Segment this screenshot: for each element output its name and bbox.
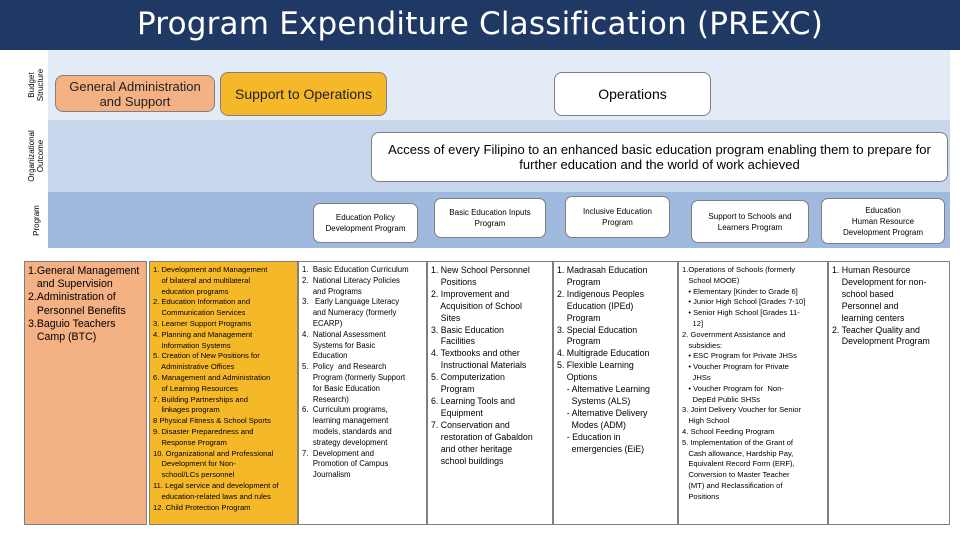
gass-box: General Administration and Support (55, 75, 215, 112)
hr-list: 1. Human Resource Development for non- school based Personnel and learning centers 2. Teacher Quality and Development Program (828, 261, 950, 525)
gass-list: 1.General Management and Supervision 2.Administration of Personnel Benefits 3.Baguio Teachers Camp (BTC) (24, 261, 147, 525)
program-box-inclusive: Inclusive Education Program (565, 196, 670, 238)
inclusive-list: 1. Madrasah Education Program 2. Indigenous Peoples Education (IPEd) Program 3. Special Education Program 4. Multigrade Education 5. Flexible Learning Options - Alternative Learning Systems (ALS) - Alternative Delivery Modes (ADM) - Education in emergencies (EiE) (553, 261, 678, 525)
inputs-list: 1. New School Personnel Positions 2. Improvement and Acquisition of School Sites 3. Basic Education Facilities 4. Textbooks and other Instructional Materials 5. Computerization Program 6. Learning Tools and Equipment 7. Conservation and restoration of Gabaldon and other heritage school buildings (427, 261, 553, 525)
program-box-schools: Support to Schools and Learners Program (691, 200, 809, 243)
program-box-inputs: Basic Education Inputs Program (434, 198, 546, 238)
sto-list: 1. Development and Management of bilateral and multilateral education programs 2. Education Information and Communication Services 3. Learner Support Programs 4. Planning and Management Information Systems 5. Creation of New Positions for Administrative Offices 6. Management and Administration of Learning Resources 7. Building Partnerships and linkages program 8 Physical Fitness & School Sports 9. Disaster Preparedness and Response Program 10. Organizational and Professional Development for Non- school/LCs personnel 11. Legal service and development of education-related laws and rules 12. Child Protection Program (149, 261, 298, 525)
policy-list: 1. Basic Education Curriculum 2. National Literacy Policies and Programs 3. Early Language Literacy and Numeracy (formerly ECARP) 4. National Assessment Systems for Basic Education 5. Policy and Research Program (formerly Support for Basic Education Research) 6. Curriculum programs, learning management models, standards and strategy development 7. Development and Promotion of Campus Journalism (298, 261, 427, 525)
row-label-organizational-outcome: Organizational Outcome (27, 130, 45, 182)
schools-list: 1.Operations of Schools (formerly School MOOE) • Elementary [Kinder to Grade 6] • Junior High School [Grades 7-10] • Senior High School [Grades 11- 12] 2. Government Assistance and subsidies: • ESC Program for Private JHSs • Voucher Program for Private JHSs • Voucher Program for Non- DepEd Public SHSs 3. Joint Delivery Voucher for Senior High School 4. School Feeding Program 5. Implementation of the Grant of Cash allowance, Hardship Pay, Equivalent Record Form (ERF), Conversion to Master Teacher (MT) and Reclassification of Positions (678, 261, 828, 525)
row-label-program: Program (31, 204, 41, 236)
sto-box: Support to Operations (220, 72, 387, 116)
page-title: Program Expenditure Classification (PREXC) (136, 6, 824, 42)
organizational-outcome-box: Access of every Filipino to an enhanced basic education program enabling them to prepare for further education and the world of work achieved (371, 132, 948, 182)
program-box-policy: Education Policy Development Program (313, 203, 418, 243)
operations-box: Operations (554, 72, 711, 116)
row-label-budget-structure: Budget Structure (27, 68, 45, 102)
program-box-hr: Education Human Resource Development Program (821, 198, 945, 244)
